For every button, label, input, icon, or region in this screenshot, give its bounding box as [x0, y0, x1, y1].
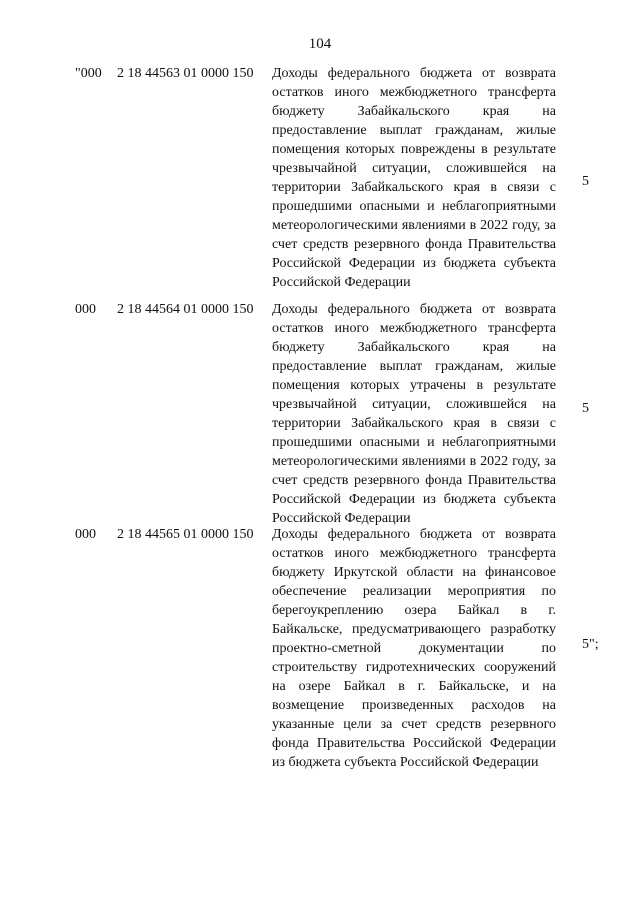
amount-value: 5	[582, 174, 589, 189]
classification-code: 2 18 44565 01 0000 150	[117, 527, 254, 542]
admin-code: "000	[75, 66, 102, 81]
budget-entries-table	[0, 64, 640, 770]
amount-value: 5";	[582, 637, 599, 652]
page-number: 104	[308, 36, 332, 52]
amount-value: 5	[582, 401, 589, 416]
revenue-description: Доходы федерального бюджета от возврата остатков иного межбюджетного трансферта бюджету Иркутской области на финансовое обеспечение реализации мероприятия по берегоукреплению озера Байкал в г. Байкальске, предусматривающего разработку проектно-сметной документации по строительству гидротехнических сооружений на озере Байкал в г. Байкальске, и на возмещение произведенных расходов на указанные цели за счет средств резервного фонда Правительства Российской Федерации из бюджета субъекта Российской Федерации	[272, 527, 556, 770]
classification-code: 2 18 44564 01 0000 150	[117, 302, 254, 317]
admin-code: 000	[75, 527, 96, 542]
revenue-description: Доходы федерального бюджета от возврата остатков иного межбюджетного трансферта бюджету Забайкальского края на предоставление выплат гражданам, жилые помещения которых повреждены в результате чрезвычайной ситуации, сложившейся на территории Забайкальского края в связи с прошедшими опасными и неблагоприятными метеорологическими явлениями в 2022 году, за счет средств резервного фонда Правительства Российской Федерации из бюджета субъекта Российской Федерации	[272, 66, 556, 290]
admin-code: 000	[75, 302, 96, 317]
classification-code: 2 18 44563 01 0000 150	[117, 66, 254, 81]
table-row	[0, 64, 640, 300]
table-row	[0, 525, 640, 770]
revenue-description: Доходы федерального бюджета от возврата остатков иного межбюджетного трансферта бюджету Забайкальского края на предоставление выплат гражданам, жилые помещения которых утрачены в результате чрезвычайной ситуации, сложившейся на территории Забайкальского края в связи с прошедшими опасными и неблагоприятными метеорологическими явлениями в 2022 году, за счет средств резервного фонда Правительства Российской Федерации из бюджета субъекта Российской Федерации	[272, 302, 556, 526]
table-row	[0, 300, 640, 525]
